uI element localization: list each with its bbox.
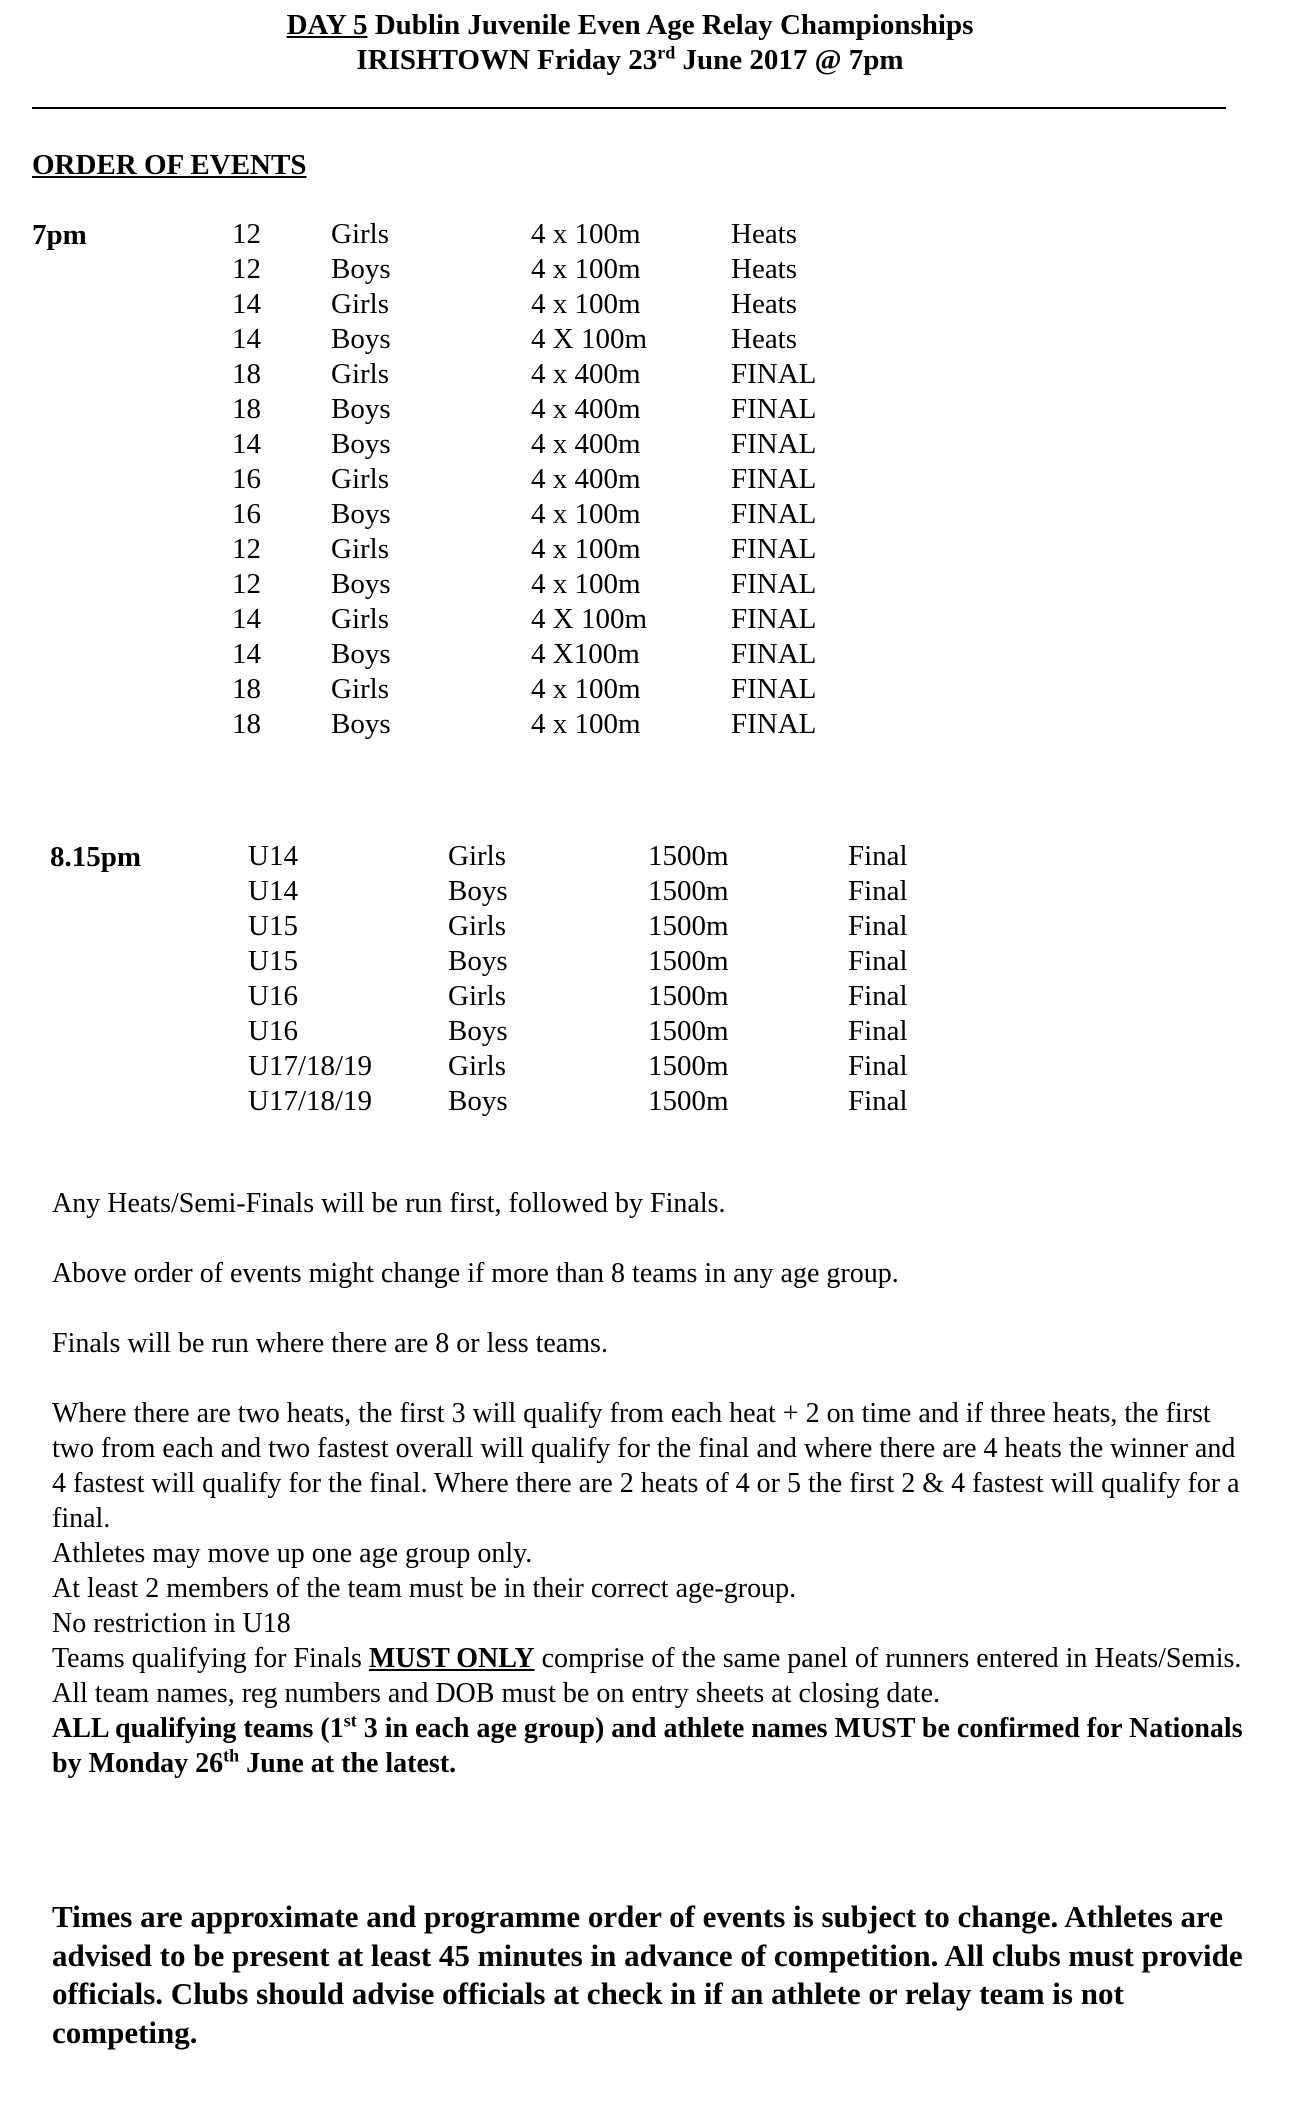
round-cell: FINAL — [731, 463, 817, 495]
note-order-change: Above order of events might change if more than 8 teams in any age group. — [52, 1258, 899, 1289]
event-cell: 1500m — [648, 980, 729, 1012]
age-cell: U17/18/19 — [248, 1050, 373, 1082]
round-cell: FINAL — [731, 393, 817, 425]
round-cell: FINAL — [731, 673, 817, 705]
event-cell: 4 X 100m — [531, 603, 647, 635]
round-cell: FINAL — [731, 428, 817, 460]
event-cell: 4 x 100m — [531, 498, 641, 530]
event-cell: 4 x 400m — [531, 358, 641, 390]
gender-cell: Girls — [331, 463, 389, 495]
event-cell: 4 x 100m — [531, 708, 641, 740]
gender-cell: Girls — [331, 358, 389, 390]
gender-cell: Boys — [331, 393, 391, 425]
age-cell: 12 — [232, 218, 261, 250]
event-cell: 4 x 100m — [531, 253, 641, 285]
age-cell: U17/18/19 — [248, 1085, 373, 1117]
event-cell: 4 x 100m — [531, 533, 641, 565]
round-cell: FINAL — [731, 708, 817, 740]
gender-cell: Boys — [331, 708, 391, 740]
must-only-emphasis: MUST ONLY — [368, 1643, 535, 1674]
venue-date-text: IRISHTOWN Friday 23 — [356, 44, 658, 76]
age-cell: 14 — [232, 288, 261, 320]
age-cell: U16 — [248, 1015, 298, 1047]
round-cell: FINAL — [731, 638, 817, 670]
note-heats-first: Any Heats/Semi-Finals will be run first, followed by Finals. — [52, 1188, 726, 1219]
event-cell: 4 X100m — [531, 638, 640, 670]
round-cell: Heats — [731, 218, 798, 250]
age-cell: 16 — [232, 498, 261, 530]
round-cell: Final — [848, 840, 908, 872]
gender-cell: Girls — [331, 533, 389, 565]
day-label: DAY 5 — [286, 9, 368, 41]
event-cell: 1500m — [648, 840, 729, 872]
age-cell: 18 — [232, 393, 261, 425]
event-cell: 4 X 100m — [531, 323, 647, 355]
round-cell: FINAL — [731, 498, 817, 530]
round-cell: FINAL — [731, 358, 817, 390]
note-nationals: ALL qualifying teams (1st 3 in each age group) and athlete names MUST be confirmed for Nationals by Monday 26th June at the latest. — [52, 1710, 1243, 1779]
venue-date-line — [0, 43, 1260, 77]
note-panel: Teams qualifying for Finals MUST ONLY comprise of the same panel of runners entered in Heats/Semis. — [52, 1643, 1242, 1674]
age-cell: 18 — [232, 708, 261, 740]
round-cell: Heats — [731, 253, 798, 285]
round-cell: FINAL — [731, 603, 817, 635]
date-suffix: rd — [657, 42, 676, 63]
gender-cell: Girls — [331, 603, 389, 635]
event-cell: 4 x 400m — [531, 463, 641, 495]
session-time-815pm: 8.15pm — [50, 841, 142, 873]
session-time-7pm: 7pm — [32, 219, 87, 251]
round-cell: Final — [848, 1050, 908, 1082]
round-cell: FINAL — [731, 533, 817, 565]
gender-cell: Girls — [448, 910, 506, 942]
age-cell: U15 — [248, 910, 298, 942]
age-cell: 14 — [232, 638, 261, 670]
date-time-text: June 2017 @ 7pm — [675, 44, 904, 76]
round-cell: Heats — [731, 288, 798, 320]
event-cell: 4 x 100m — [531, 218, 641, 250]
note-entry-sheets: All team names, reg numbers and DOB must be on entry sheets at closing date. — [52, 1678, 941, 1709]
age-cell: 16 — [232, 463, 261, 495]
event-cell: 4 x 100m — [531, 568, 641, 600]
note-qualification: Where there are two heats, the first 3 will qualify from each heat + 2 on time and if three heats, the first two from each and two fastest overall will qualify for the final and where there are 4 heats the winner and 4 fastest will qualify for the final. Where there are 2 heats of 4 or 5 the first 2 & 4 fastest will qualify for a final. — [52, 1398, 1240, 1534]
round-cell: Final — [848, 1015, 908, 1047]
age-cell: 14 — [232, 603, 261, 635]
event-cell: 1500m — [648, 1085, 729, 1117]
title-text: Dublin Juvenile Even Age Relay Championships — [367, 9, 974, 41]
gender-cell: Boys — [331, 428, 391, 460]
gender-cell: Girls — [448, 980, 506, 1012]
note-finals: Finals will be run where there are 8 or less teams. — [52, 1328, 608, 1359]
gender-cell: Boys — [331, 253, 391, 285]
gender-cell: Boys — [331, 638, 391, 670]
age-cell: U16 — [248, 980, 298, 1012]
gender-cell: Girls — [331, 673, 389, 705]
event-cell: 4 x 400m — [531, 428, 641, 460]
age-cell: U14 — [248, 875, 298, 907]
round-cell: Final — [848, 910, 908, 942]
age-cell: 14 — [232, 428, 261, 460]
note-u18: No restriction in U18 — [52, 1608, 291, 1639]
gender-cell: Boys — [448, 1085, 508, 1117]
gender-cell: Boys — [448, 945, 508, 977]
round-cell: Final — [848, 875, 908, 907]
event-cell: 1500m — [648, 910, 729, 942]
age-cell: 12 — [232, 253, 261, 285]
age-cell: U14 — [248, 840, 298, 872]
round-cell: Final — [848, 945, 908, 977]
header-divider — [32, 107, 1226, 109]
page-title — [0, 8, 1260, 42]
round-cell: Final — [848, 980, 908, 1012]
gender-cell: Girls — [448, 840, 506, 872]
event-cell: 1500m — [648, 1015, 729, 1047]
age-cell: U15 — [248, 945, 298, 977]
gender-cell: Boys — [331, 498, 391, 530]
gender-cell: Girls — [331, 288, 389, 320]
event-cell: 1500m — [648, 945, 729, 977]
age-cell: 18 — [232, 673, 261, 705]
event-cell: 1500m — [648, 875, 729, 907]
event-cell: 4 x 400m — [531, 393, 641, 425]
age-cell: 18 — [232, 358, 261, 390]
gender-cell: Boys — [331, 323, 391, 355]
event-cell: 4 x 100m — [531, 673, 641, 705]
age-cell: 12 — [232, 533, 261, 565]
section-title: ORDER OF EVENTS — [32, 149, 307, 181]
gender-cell: Girls — [331, 218, 389, 250]
note-team-members: At least 2 members of the team must be in their correct age-group. — [52, 1573, 797, 1604]
gender-cell: Boys — [331, 568, 391, 600]
notes-block — [52, 1186, 1252, 1781]
note-age-group: Athletes may move up one age group only. — [52, 1538, 533, 1569]
round-cell: FINAL — [731, 568, 817, 600]
important-notice: Times are approximate and programme order of events is subject to change. Athletes are advised to be present at least 45 minutes in advance of competition. All clubs must provide officials. Clubs should advise officials at check in if an athlete or relay team is not competing. — [52, 1899, 1243, 2050]
event-cell: 1500m — [648, 1050, 729, 1082]
gender-cell: Boys — [448, 875, 508, 907]
event-cell: 4 x 100m — [531, 288, 641, 320]
gender-cell: Boys — [448, 1015, 508, 1047]
age-cell: 12 — [232, 568, 261, 600]
age-cell: 14 — [232, 323, 261, 355]
round-cell: Final — [848, 1085, 908, 1117]
round-cell: Heats — [731, 323, 798, 355]
gender-cell: Girls — [448, 1050, 506, 1082]
